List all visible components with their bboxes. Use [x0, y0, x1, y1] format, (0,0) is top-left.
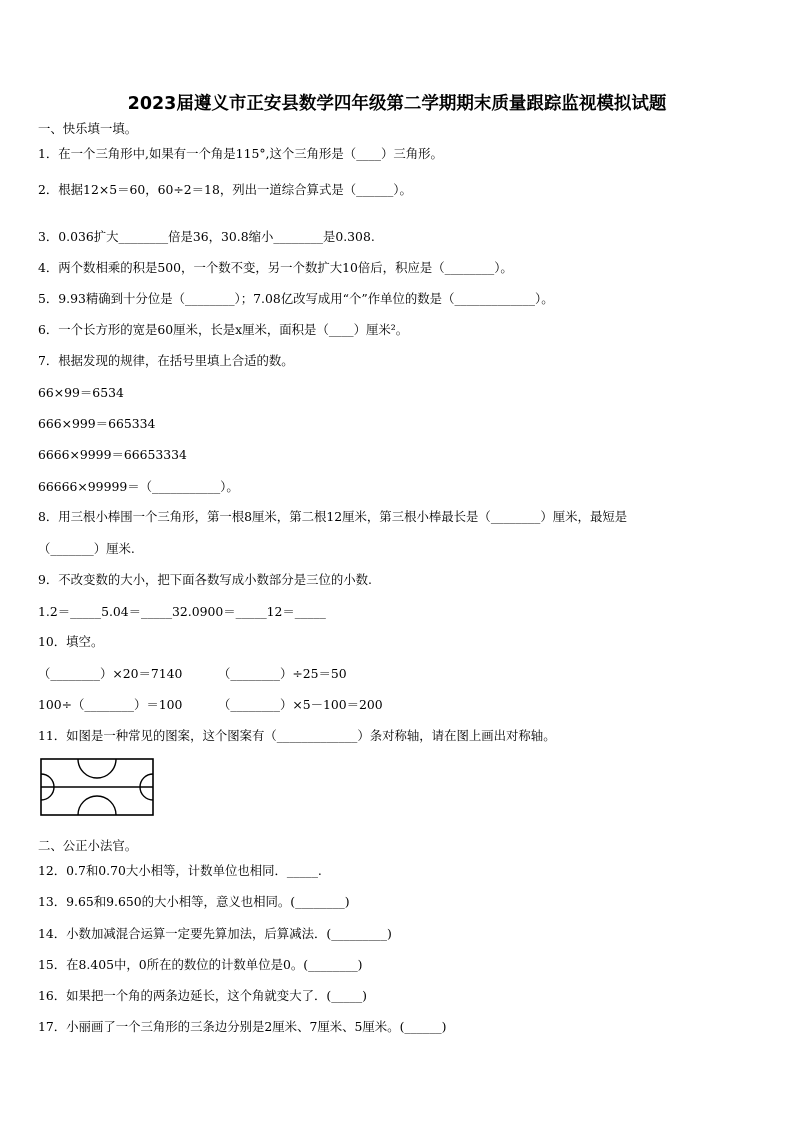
question-6: 6．一个长方形的宽是60厘米，长是x厘米，面积是（____）厘米²。 [38, 322, 409, 337]
section-heading: 一、快乐填一填。 [38, 121, 138, 136]
question-8-continued: （_______）厘米. [38, 541, 135, 556]
question-17: 17．小丽画了一个三角形的三条边分别是2厘米、7厘米、5厘米。(______) [38, 1019, 447, 1034]
question-16: 16．如果把一个角的两条边延长，这个角就变大了．(_____) [38, 988, 368, 1003]
question-7: 7．根据发现的规律，在括号里填上合适的数。 [38, 353, 294, 368]
pattern-line-1: 66×99＝6534 [38, 385, 124, 400]
question-10-item-2: （________）÷25＝50 [218, 666, 347, 681]
question-10-item-1: （________）×20＝7140 [38, 666, 183, 681]
question-4: 4．两个数相乘的积是500，一个数不变，另一个数扩大10倍后，积应是（________）。 [38, 260, 513, 275]
question-10-item-4: （________）×5－100＝200 [218, 697, 383, 712]
question-14: 14．小数加减混合运算一定要先算加法，后算减法．(_________) [38, 926, 392, 941]
question-2: 2．根据12×5＝60，60÷2＝18，列出一道综合算式是（______）。 [38, 182, 412, 197]
question-13: 13．9.65和9.650的大小相等，意义也相同。(________) [38, 894, 350, 909]
question-1: 1．在一个三角形中,如果有一个角是115°,这个三角形是（____）三角形。 [38, 146, 443, 161]
question-3: 3．0.036扩大________倍是36，30.8缩小________是0.308. [38, 229, 375, 244]
question-10: 10．填空。 [38, 634, 104, 649]
question-10-item-3: 100÷（________）＝100 [38, 697, 183, 712]
page-title: 2023届遵义市正安县数学四年级第二学期期末质量跟踪监视模拟试题 [127, 94, 667, 114]
question-12: 12．0.7和0.70大小相等，计数单位也相同．_____. [38, 863, 322, 878]
section-heading: 二、公正小法官。 [38, 838, 138, 853]
pattern-line-2: 666×999＝665334 [38, 416, 156, 431]
pattern-line-4: 66666×99999＝（___________）。 [38, 479, 239, 494]
question-5: 5．9.93精确到十分位是（________）；7.08亿改写成用“个”作单位的数是（_____________）。 [38, 291, 554, 306]
pattern-line-3: 6666×9999＝66653334 [38, 447, 187, 462]
question-9-blanks: 1.2＝_____5.04＝_____32.0900＝_____12＝_____ [38, 604, 326, 619]
question-11: 11．如图是一种常见的图案，这个图案有（_____________）条对称轴，请在图上画出对称轴。 [38, 728, 556, 743]
question-15: 15．在8.405中，0所在的数位的计数单位是0。(________) [38, 957, 363, 972]
question-8: 8．用三根小棒围一个三角形，第一根8厘米，第二根12厘米，第三根小棒最长是（________）厘米，最短是 [38, 509, 628, 524]
symmetric-pattern-figure [40, 758, 154, 816]
question-9: 9．不改变数的大小，把下面各数写成小数部分是三位的小数. [38, 572, 372, 587]
